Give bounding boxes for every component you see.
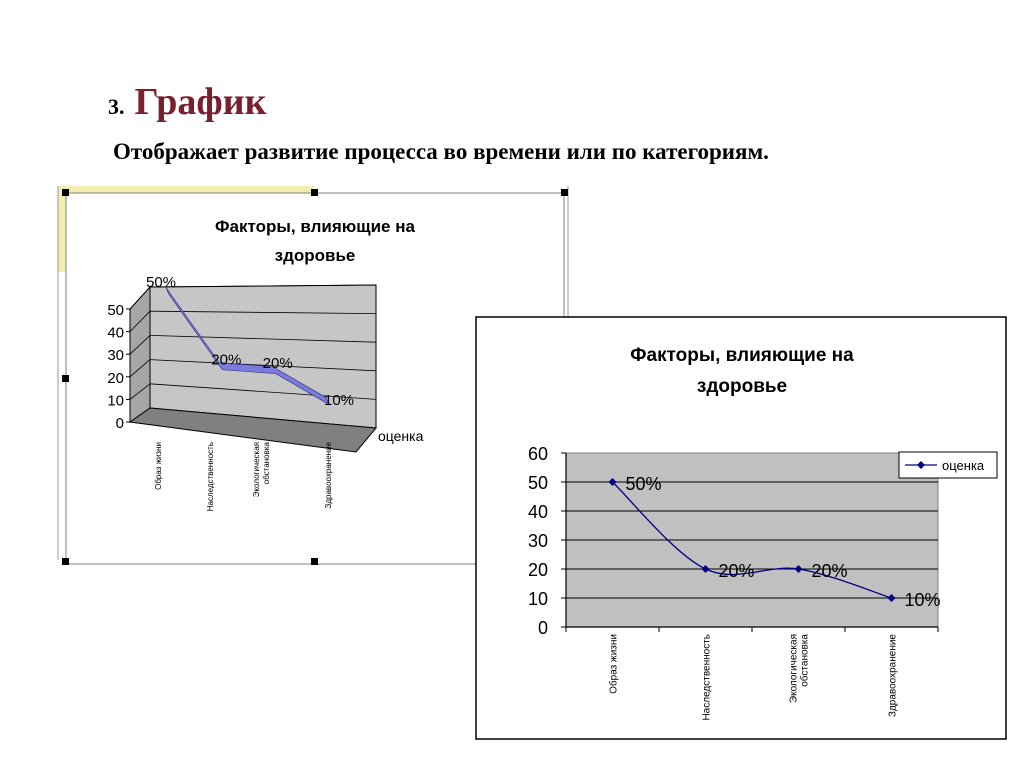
chart2-category-label: Наследственность [701,634,713,721]
chart1-category-label: Наследственность [206,442,215,512]
chart2-category-label: Здравоохранение [887,634,899,718]
chart2-data-label: 10% [904,590,941,610]
slide-title: График [134,81,267,123]
chart2-y-tick-label: 0 [537,618,548,638]
chart2-y-tick-label: 50 [527,473,548,493]
chart1-y-tick-label: 30 [107,347,124,365]
chart1-y-tick-label: 50 [107,302,124,319]
chart2-legend [899,452,997,478]
legend-label: оценка [942,458,985,473]
chart2-category-label: обстановка [799,634,811,687]
chart-title-line: здоровье [274,246,356,265]
chart2-y-tick-label: 20 [527,560,548,580]
slide-subtitle: Отображает развитие процесса во времени или по категориям. [113,139,769,164]
chart1-data-label: 20% [262,355,293,373]
chart2-data-label: 20% [811,561,848,581]
chart2-data-label: 50% [625,474,662,494]
chart2 [470,317,1006,739]
chart1-side-wall [130,287,150,422]
chart2-y-tick-label: 60 [527,444,548,464]
chart1-y-tick-label: 0 [115,415,124,432]
chart1-y-tick-label: 10 [107,392,124,410]
chart-title-line: здоровье [696,376,788,397]
chart1-y-tick-label: 20 [107,369,124,387]
chart1-data-label: 50% [146,274,177,291]
chart1-data-label: 20% [211,351,242,369]
chart2-y-tick-label: 30 [527,531,548,551]
chart2-category-label: Образ жизни [608,634,620,694]
chart1-data-label: 10% [324,392,355,409]
chart1-category-label: Образ жизни [154,442,163,490]
chart-title-line: Факторы, влияющие на [630,345,854,366]
chart-title-line: Факторы, влияющие на [215,217,415,236]
chart2-y-tick-label: 40 [527,502,548,522]
chart1-category-label: Здравоохранение [324,442,333,509]
chart1-category-label: Экологическая [252,442,261,498]
chart1-category-label: обстановка [262,442,271,485]
chart1-depth-axis-label: оценка [378,428,424,444]
chart2-data-label: 20% [718,561,755,581]
chart2-category-label: Экологическая [788,634,800,704]
chart1-y-tick-label: 40 [107,324,124,342]
slide-number: 3. [108,94,125,119]
chart2-y-tick-label: 10 [527,589,548,609]
